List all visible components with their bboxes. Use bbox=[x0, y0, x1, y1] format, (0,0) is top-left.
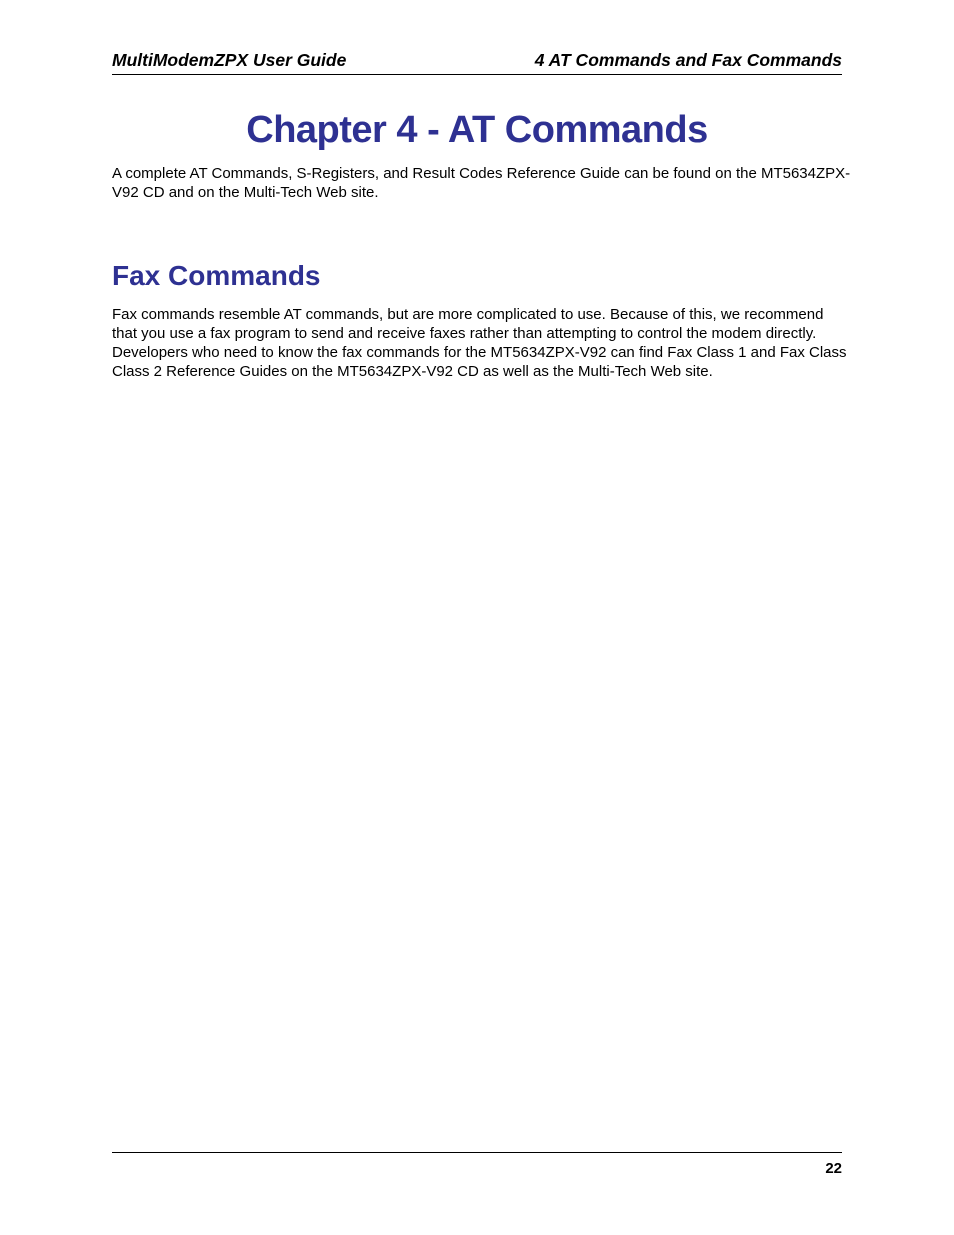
header-guide-title: MultiModemZPX User Guide bbox=[112, 50, 347, 70]
header-chapter-title: 4 AT Commands and Fax Commands bbox=[534, 50, 842, 70]
page-footer bbox=[112, 1152, 842, 1177]
chapter-title: Chapter 4 - AT Commands bbox=[246, 109, 708, 151]
page-number: 22 bbox=[825, 1160, 842, 1177]
fax-commands-paragraph: Fax commands resemble AT commands, but are more complicated to use. Because of this, we recommend that you use a fax program to send and receive faxes rather than attempting to control the modem directly. Developers who need to know the fax commands for the MT5634ZPX-V92 can find Fax Class 1 and Fax Class Class 2 Reference Guides on the MT5634ZPX-V92 CD as well as the Multi-Tech Web site. bbox=[112, 306, 847, 380]
section-title-fax-commands: Fax Commands bbox=[112, 260, 321, 291]
chapter-intro-paragraph: A complete AT Commands, S-Registers, and Result Codes Reference Guide can be found on the MT5634ZPX-V92 CD and on the Multi-Tech Web site. bbox=[112, 165, 851, 201]
running-header bbox=[112, 48, 842, 75]
